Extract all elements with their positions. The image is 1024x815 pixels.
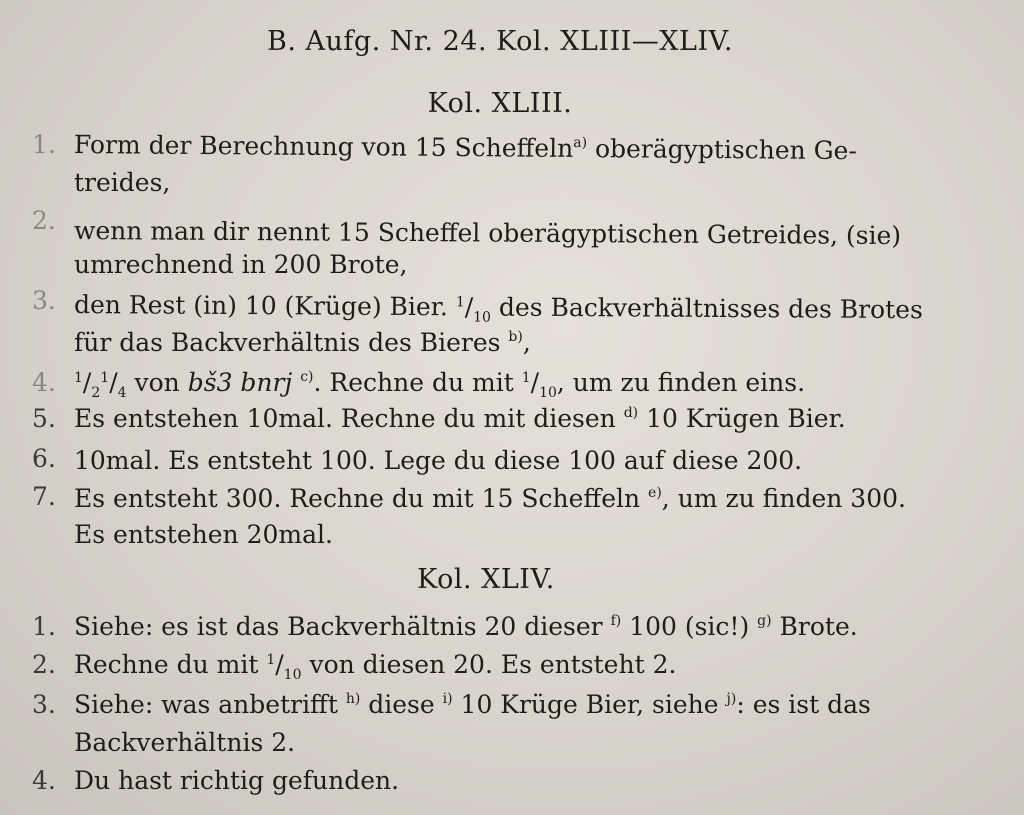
section-heading-kol-44: Kol. XLIV. bbox=[417, 564, 555, 595]
footnote-marker: d) bbox=[623, 405, 639, 421]
text-run: Es entsteht 300. Rechne du mit 15 Scheffeln bbox=[74, 484, 641, 513]
text-run: , bbox=[522, 328, 531, 357]
line-number: 5. bbox=[32, 404, 56, 433]
text-line-continuation: treides, bbox=[74, 168, 171, 197]
text-line: 10mal. Es entsteht 100. Lege du diese 100 auf diese 200. bbox=[74, 446, 803, 475]
fraction-numerator: 1 bbox=[521, 370, 531, 386]
text-run: 10 Krüge Bier, siehe bbox=[452, 690, 719, 719]
text-run: Es entstehen 10mal. Rechne du mit diesen bbox=[74, 404, 616, 433]
footnote-marker: b) bbox=[508, 329, 523, 345]
text-run: von diesen 20. Es entsteht 2. bbox=[301, 650, 677, 679]
transliteration: bš3 bnrj bbox=[187, 368, 293, 397]
text-line bbox=[74, 130, 857, 166]
text-run: Rechne du mit bbox=[74, 650, 267, 679]
text-line-continuation: Es entstehen 20mal. bbox=[74, 520, 333, 549]
text-line: den Rest (in) 10 (Krüge) Bier. $^1/_{10}$ des Backverhältnisses des Brotes bbox=[73, 290, 923, 326]
line-number: 6. bbox=[32, 444, 56, 473]
fraction-denominator: 2 bbox=[91, 385, 101, 401]
footnote-marker: e) bbox=[648, 485, 662, 501]
footnote-marker: h) bbox=[345, 691, 361, 707]
footnote-marker: c) bbox=[300, 369, 314, 385]
text-line: Du hast richtig gefunden. bbox=[74, 766, 400, 795]
text-line bbox=[74, 690, 871, 720]
text-run: Form der Berechnung von 15 Scheffeln bbox=[73, 130, 574, 163]
fraction-numerator: 1 bbox=[266, 652, 276, 668]
line-number: 1. bbox=[32, 130, 56, 159]
text-run: . Rechne du mit bbox=[313, 368, 522, 397]
text-run: von bbox=[126, 368, 188, 397]
text-run: 10 Krügen Bier. bbox=[638, 404, 846, 433]
footnote-marker: f) bbox=[610, 613, 622, 629]
footnote-marker: g) bbox=[757, 613, 772, 629]
fraction-numerator: 1 bbox=[74, 370, 83, 386]
text-run: diese bbox=[360, 690, 435, 719]
text-line-continuation bbox=[74, 328, 531, 358]
text-run: für das Backverhältnis des Bieres bbox=[74, 328, 501, 357]
line-number: 4. bbox=[32, 766, 56, 795]
line-number: 3. bbox=[32, 690, 56, 719]
text-run: des Backverhältnisses des Brotes bbox=[490, 292, 923, 325]
line-number: 2. bbox=[32, 206, 56, 235]
footnote-marker: j) bbox=[726, 691, 737, 707]
text-line-continuation: Backverhältnis 2. bbox=[74, 728, 296, 757]
text-run: oberägyptischen Ge- bbox=[586, 134, 857, 166]
fraction-denominator: 4 bbox=[117, 385, 127, 401]
line-number: 3. bbox=[32, 286, 56, 315]
text-run: Brote. bbox=[771, 612, 858, 641]
fraction-denominator: 10 bbox=[539, 385, 557, 401]
text-run: , um zu finden eins. bbox=[556, 368, 806, 397]
footnote-marker: i) bbox=[442, 691, 453, 707]
fraction-denominator: 10 bbox=[473, 309, 492, 326]
fraction-denominator: 10 bbox=[283, 667, 302, 683]
text-line: $^1/_2^1/_4$ von bš3 bnrj $^{c)}$. Rechne du mit $^1/_{10}$, um zu finden eins. bbox=[74, 368, 806, 401]
text-run: Siehe: was anbetrifft bbox=[74, 690, 338, 719]
text-line-continuation: umrechnend in 200 Brote, bbox=[74, 250, 408, 279]
text-line bbox=[74, 612, 858, 642]
line-number: 1. bbox=[32, 612, 56, 641]
line-number: 2. bbox=[32, 650, 56, 679]
text-run: den Rest (in) 10 (Krüge) Bier. bbox=[73, 290, 456, 322]
text-run: : es ist das bbox=[736, 690, 871, 719]
line-number: 7. bbox=[32, 482, 56, 511]
fraction-numerator: 1 bbox=[100, 370, 110, 386]
text-line bbox=[74, 484, 906, 514]
line-number: 4. bbox=[32, 368, 56, 397]
section-heading-kol-43: Kol. XLIII. bbox=[427, 88, 573, 119]
fraction-numerator: 1 bbox=[455, 294, 465, 311]
text-line: Rechne du mit $^1/_{10}$ von diesen 20. Es entsteht 2. bbox=[74, 650, 677, 683]
footnote-marker: a) bbox=[573, 134, 588, 152]
text-line bbox=[74, 404, 846, 434]
text-line: wenn man dir nennt 15 Scheffel oberägyptischen Getreides, (sie) bbox=[73, 216, 902, 251]
page-title: B. Aufg. Nr. 24. Kol. XLIII—XLIV. bbox=[267, 26, 733, 57]
text-run: 100 (sic!) bbox=[621, 612, 750, 641]
text-run: , um zu finden 300. bbox=[661, 484, 906, 513]
text-run: Siehe: es ist das Backverhältnis 20 dieser bbox=[74, 612, 603, 641]
